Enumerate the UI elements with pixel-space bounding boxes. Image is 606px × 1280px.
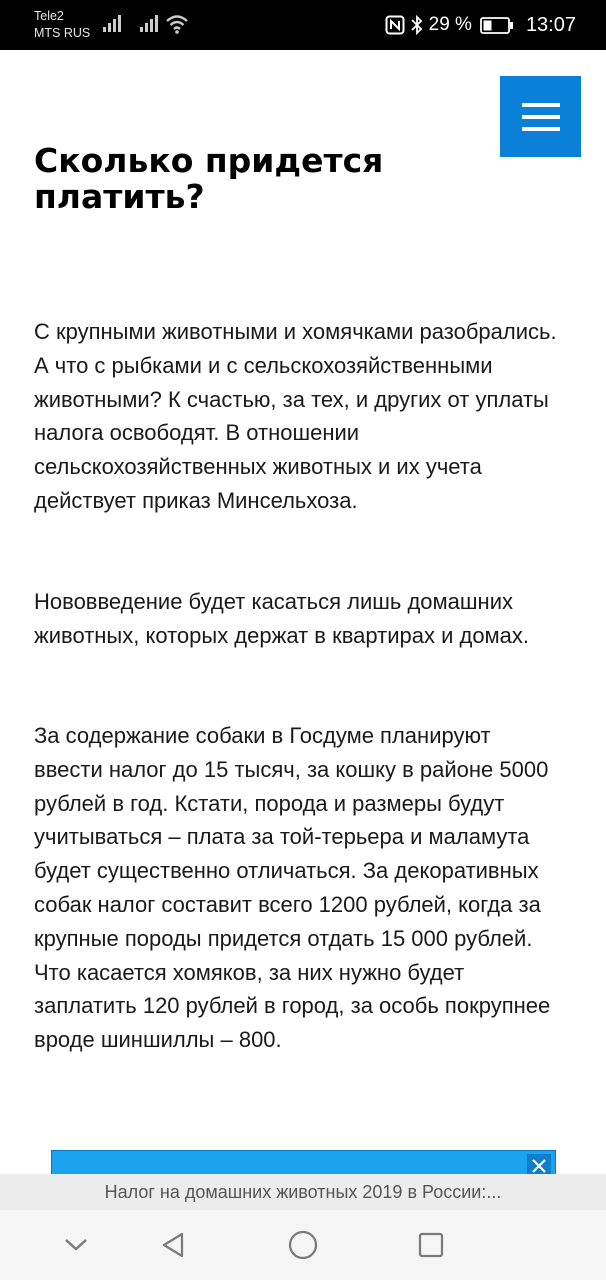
clock: 13:07 — [525, 13, 576, 36]
status-bar — [0, 0, 606, 50]
back-button[interactable] — [155, 1227, 191, 1263]
page-title-label[interactable]: Налог на домашних животных 2019 в России:... — [0, 1174, 606, 1210]
signal-icon — [103, 14, 125, 34]
bluetooth-icon — [411, 15, 423, 35]
hamburger-icon — [522, 115, 560, 119]
hamburger-icon — [522, 103, 560, 107]
hamburger-icon — [522, 127, 560, 131]
wifi-icon — [165, 13, 189, 35]
back-triangle-icon — [158, 1230, 188, 1260]
home-circle-icon — [287, 1229, 319, 1261]
battery-percent: 29 % — [428, 14, 472, 35]
article-paragraph: С крупными животными и хомячками разобрались. А что с рыбками и с сельскохозяйственными животными? К счастью, за тех, и других от уплаты налога освободят. В отношении сельскохозяйственных животных и их учета действует приказ Минсельхоза. — [34, 319, 557, 513]
recent-square-icon — [417, 1231, 445, 1259]
nfc-icon — [385, 15, 405, 35]
nav-bar — [0, 1210, 606, 1280]
battery-icon — [480, 17, 514, 34]
carrier-2: MTS RUS — [34, 26, 91, 40]
hide-nav-button[interactable] — [58, 1227, 94, 1263]
carrier-1: Tele2 — [34, 9, 64, 23]
status-right — [385, 12, 576, 38]
chevron-down-icon — [63, 1237, 89, 1253]
carrier-names — [34, 8, 90, 42]
home-button[interactable] — [285, 1227, 321, 1263]
signal-icon — [140, 14, 162, 34]
article-paragraph: За содержание собаки в Госдуме планируют ввести налог до 15 тысяч, за кошку в районе 5000 рублей в год. Кстати, порода и размеры будут учитываться – плата за той-терьера и маламута будет существенно отличаться. За декоративных собак налог составит всего 1200 рублей, когда за крупные породы придется отдать 15 000 рублей. Что касается хомяков, за них нужно будет заплатить 120 рублей в город, за особь покрупнее вроде шиншиллы – 800. — [34, 723, 551, 1053]
article-paragraph: Нововведение будет касаться лишь домашних животных, которых держат в квартирах и домах. — [34, 589, 530, 648]
page-title: Сколько придется платить? — [34, 141, 384, 216]
recent-apps-button[interactable] — [413, 1227, 449, 1263]
menu-button[interactable] — [500, 76, 581, 157]
